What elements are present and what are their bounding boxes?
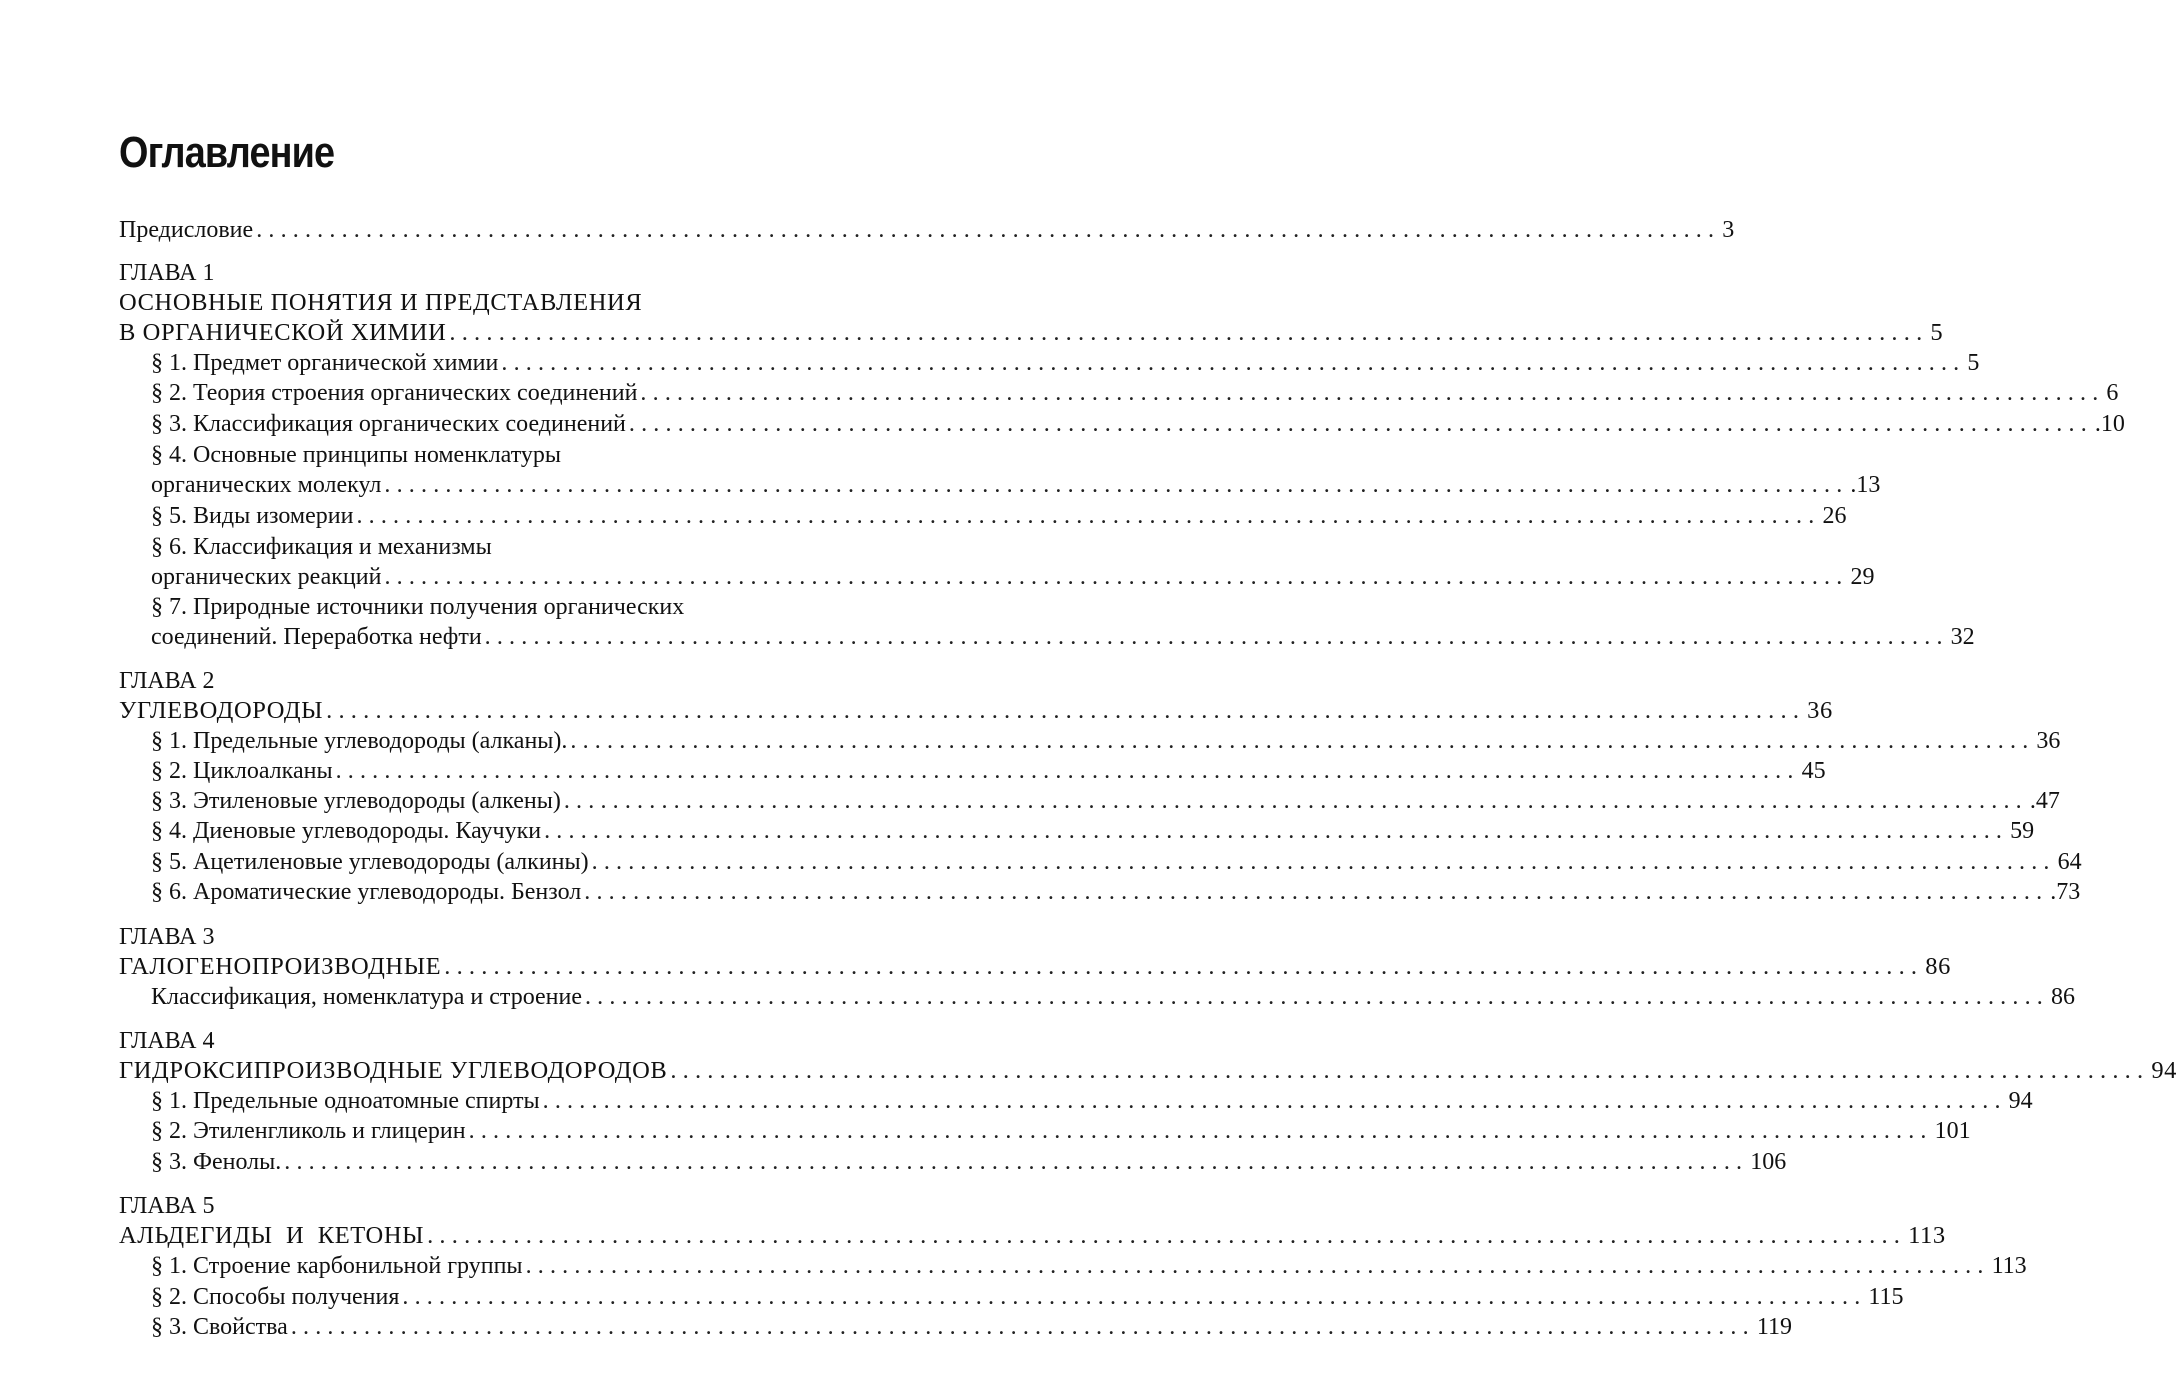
toc-entry-section [151, 847, 2082, 877]
chapter-label: ГЛАВА 3 [119, 924, 215, 950]
toc-entry-page: .73 [2050, 879, 2081, 905]
leader-dots: ........................................................................................................................ [640, 380, 2105, 406]
leader-dots: ........................................................................................................................ [449, 319, 1929, 346]
toc-entry-section [151, 378, 2119, 408]
leader-dots: ........................................................................................................................ [284, 1149, 1749, 1175]
toc-entry-title: § 1. Предельные одноатомные спирты [151, 1088, 540, 1114]
toc-entry-title: органических молекул [151, 472, 382, 498]
toc-entry-title: § 1. Строение карбонильной группы [151, 1253, 523, 1279]
toc-entry-title: § 6. Ароматические углеводороды. Бензол [151, 879, 582, 905]
leader-dots: ........................................................................................................................ [563, 788, 2028, 814]
leader-dots: ........................................................................................................................ [444, 953, 1924, 980]
toc-entry-chapter [119, 318, 1944, 348]
chapter-title: УГЛЕВОДОРОДЫ [119, 697, 324, 724]
toc-entry-page: .13 [1850, 472, 1881, 498]
toc-entry-section [151, 1147, 1787, 1177]
toc-entry-title: § 1. Предмет органической химии [151, 350, 499, 376]
toc-entry-page: 36 [1807, 697, 1833, 724]
toc-entry-title: Предисловие [119, 217, 254, 243]
toc-entry-section [151, 501, 1847, 531]
toc-entry-page: 86 [2050, 984, 2075, 1010]
leader-dots: ........................................................................................................................ [501, 350, 1966, 376]
toc-entry-page: 106 [1750, 1149, 1787, 1175]
chapter-label: ГЛАВА 2 [119, 668, 215, 694]
toc-entry-section-line1: § 6. Классификация и механизмы [151, 534, 492, 560]
chapter-title: В ОРГАНИЧЕСКОЙ ХИМИИ [119, 319, 447, 346]
toc-entry-section [151, 348, 1980, 378]
toc-entry-chapter [119, 1056, 2177, 1086]
leader-dots: ........................................................................................................................ [335, 758, 1800, 784]
toc-entry-section [151, 562, 1875, 592]
toc-entry-title: органических реакций [151, 564, 382, 590]
chapter-title: ГАЛОГЕНОПРОИЗВОДНЫЕ [119, 953, 442, 980]
leader-dots: ........................................................................................................................ [584, 984, 2049, 1010]
toc-entry-section [151, 1086, 2033, 1116]
toc-entry-section [151, 877, 2081, 907]
toc-entry-title: § 3. Свойства [151, 1314, 288, 1340]
toc-entry-title: § 2. Этиленгликоль и глицерин [151, 1118, 466, 1144]
toc-entry-page: 113 [1908, 1222, 1946, 1249]
toc-entry-chapter [119, 696, 1833, 726]
toc-entry-title: § 5. Виды изомерии [151, 503, 354, 529]
toc-entry-page: 26 [1822, 503, 1847, 529]
toc-entry-page: 115 [1868, 1284, 1904, 1310]
leader-dots: ........................................................................................................................ [326, 697, 1806, 724]
toc-entry-page: 119 [1756, 1314, 1792, 1340]
toc-entry-title: § 3. Этиленовые углеводороды (алкены) [151, 788, 561, 814]
leader-dots: ........................................................................................................................ [256, 217, 1721, 243]
toc-entry-page: 3 [1722, 217, 1735, 243]
chapter-title: ОСНОВНЫЕ ПОНЯТИЯ И ПРЕДСТАВЛЕНИЯ [119, 289, 643, 316]
toc-entry-page: 36 [2036, 728, 2061, 754]
toc-entry-page: 59 [2010, 818, 2035, 844]
leader-dots: ........................................................................................................................ [468, 1118, 1933, 1144]
chapter-label: ГЛАВА 5 [119, 1193, 215, 1219]
toc-entry-title: § 2. Теория строения органических соединений [151, 380, 638, 406]
toc-entry-section [151, 470, 1881, 500]
leader-dots: ........................................................................................................................ [402, 1284, 1867, 1310]
toc-entry-title: соединений. Переработка нефти [151, 624, 482, 650]
toc-entry-page: 29 [1850, 564, 1875, 590]
leader-dots: ........................................................................................................................ [570, 728, 2035, 754]
toc-entry-section [151, 1282, 1904, 1312]
leader-dots: ........................................................................................................................ [591, 849, 2056, 875]
toc-entry-section [151, 1251, 2027, 1281]
toc-entry-section [151, 982, 2075, 1012]
chapter-label: ГЛАВА 4 [119, 1028, 215, 1054]
toc-entry-section [151, 726, 2061, 756]
toc-entry-section [151, 622, 1975, 652]
toc-entry-page: 32 [1950, 624, 1975, 650]
leader-dots: ........................................................................................................................ [384, 564, 1849, 590]
toc-entry-page: 94 [2008, 1088, 2033, 1114]
leader-dots: ........................................................................................................................ [584, 879, 2049, 905]
leader-dots: ........................................................................................................................ [356, 503, 1821, 529]
leader-dots: ........................................................................................................................ [544, 818, 2009, 844]
toc-entry-page: 101 [1934, 1118, 1971, 1144]
toc-entry-title: § 3. Классификация органических соединений [151, 411, 626, 437]
toc-entry-page: 5 [1930, 319, 1944, 346]
toc-entry-page: .10 [2094, 411, 2125, 437]
toc-entry-title: Классификация, номенклатура и строение [151, 984, 582, 1010]
toc-entry-page: 6 [2106, 380, 2119, 406]
toc-entry-page: .47 [2029, 788, 2060, 814]
page-title: Оглавление [119, 128, 335, 177]
toc-entry-title: § 1. Предельные углеводороды (алканы). [151, 728, 568, 754]
toc-entry-title: § 2. Способы получения [151, 1284, 400, 1310]
toc-entry-title: § 4. Диеновые углеводороды. Каучуки [151, 818, 542, 844]
leader-dots: ........................................................................................................................ [542, 1088, 2007, 1114]
toc-entry-section [151, 756, 1826, 786]
toc-entry-page: 86 [1925, 953, 1951, 980]
leader-dots: ........................................................................................................................ [427, 1222, 1907, 1249]
toc-entry-preface [119, 215, 1735, 245]
leader-dots: ........................................................................................................................ [290, 1314, 1755, 1340]
toc-entry-section [151, 816, 2035, 846]
toc-entry-section [151, 786, 2060, 816]
chapter-label: ГЛАВА 1 [119, 260, 215, 286]
toc-entry-title: § 3. Фенолы. [151, 1149, 282, 1175]
toc-entry-title: § 2. Циклоалканы [151, 758, 333, 784]
leader-dots: ........................................................................................................................ [484, 624, 1949, 650]
chapter-title: АЛЬДЕГИДЫ И КЕТОНЫ [119, 1222, 425, 1249]
toc-entry-title: § 5. Ацетиленовые углеводороды (алкины) [151, 849, 589, 875]
toc-entry-page: 94 [2151, 1057, 2177, 1084]
leader-dots: ........................................................................................................................ [670, 1057, 2150, 1084]
chapter-title: ГИДРОКСИПРОИЗВОДНЫЕ УГЛЕВОДОРОДОВ [119, 1057, 668, 1084]
toc-entry-section [151, 409, 2125, 439]
toc-entry-page: 113 [1991, 1253, 2027, 1279]
toc-entry-chapter [119, 952, 1951, 982]
leader-dots: ........................................................................................................................ [384, 472, 1849, 498]
toc-entry-page: 5 [1967, 350, 1980, 376]
toc-entry-section [151, 1312, 1792, 1342]
toc-entry-chapter [119, 1221, 1946, 1251]
toc-entry-page: 64 [2057, 849, 2082, 875]
toc-entry-section-line1: § 4. Основные принципы номенклатуры [151, 442, 562, 468]
toc-entry-page: 45 [1801, 758, 1826, 784]
leader-dots: ........................................................................................................................ [525, 1253, 1990, 1279]
toc-entry-section-line1: § 7. Природные источники получения органических [151, 594, 685, 620]
leader-dots: ........................................................................................................................ [628, 411, 2093, 437]
toc-entry-section [151, 1116, 1971, 1146]
